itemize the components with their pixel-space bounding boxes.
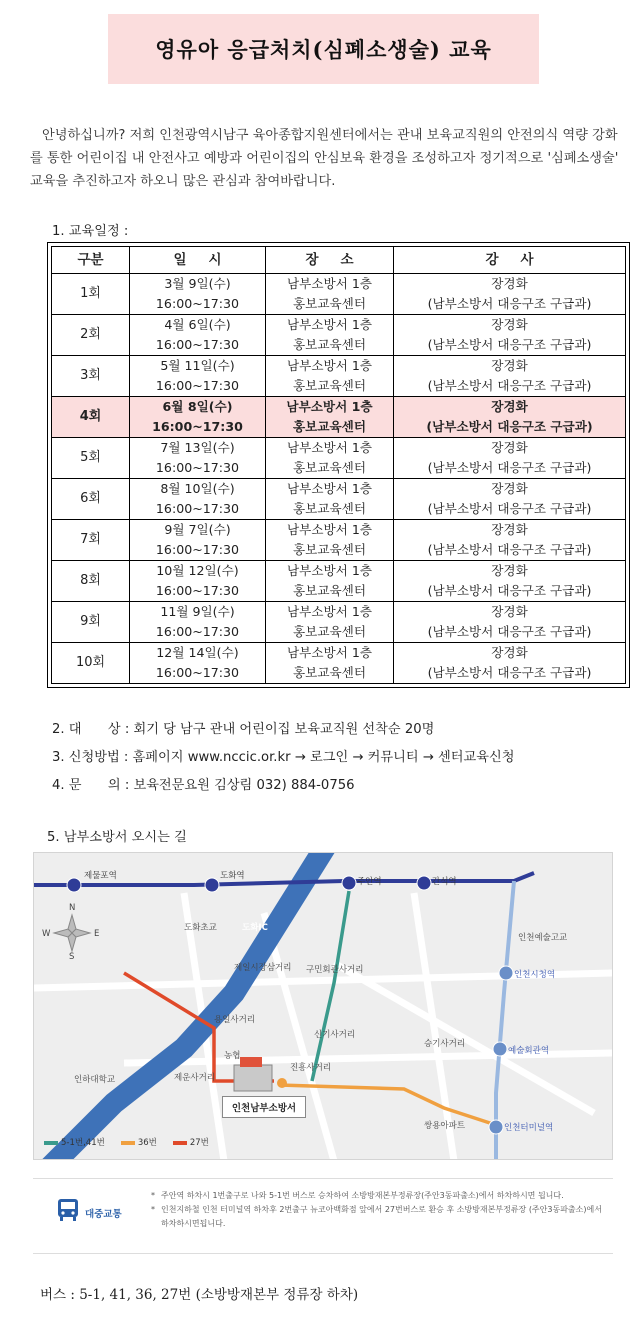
- instructor-cell-text: 장경화: [491, 522, 528, 537]
- instructor-cell: [394, 520, 626, 561]
- legend-item: 5-1번,41번: [44, 1136, 105, 1148]
- place-cell-text: 남부소방서 1층: [286, 563, 372, 578]
- station-label: 인천터미널역: [504, 1123, 554, 1133]
- table-row: [52, 356, 626, 397]
- bus-summary: 버스 : 5-1, 41, 36, 27번 (소방방재본부 정류장 하차): [40, 1287, 359, 1303]
- schedule-table-frame: [47, 242, 630, 688]
- instructor-cell-text: (남부소방서 대응구조 구급과): [427, 378, 592, 393]
- instructor-cell-text: 장경화: [491, 358, 528, 373]
- station-label: 간석역: [432, 877, 457, 887]
- apply-info: 3. 신청방법 : 홈페이지 www.nccic.or.kr → 로그인 → 커뮤니티 → 센터교육신청: [52, 750, 515, 765]
- title-banner: [108, 14, 539, 84]
- datetime-cell: [130, 520, 266, 561]
- place-label: 인하대학교: [74, 1075, 116, 1085]
- table-row: [52, 520, 626, 561]
- contact-info: 4. 문 의 : 보육전문요원 김상림 032) 884-0756: [52, 778, 355, 793]
- place-cell: [266, 520, 394, 561]
- table-row: [52, 643, 626, 684]
- instructor-cell-text: (남부소방서 대응구조 구급과): [427, 460, 592, 475]
- page-title: 영유아 응급처치(심폐소생술) 교육: [155, 37, 492, 62]
- datetime-cell-text: 12월 14일(수): [156, 645, 239, 660]
- instructor-cell-text: 장경화: [491, 645, 528, 660]
- datetime-cell: [130, 602, 266, 643]
- datetime-cell-text: 16:00~17:30: [155, 296, 240, 311]
- transport-notes: [151, 1189, 603, 1231]
- map-graphic: [34, 853, 613, 1160]
- place-cell-text: 남부소방서 1층: [286, 276, 372, 291]
- datetime-cell: [130, 561, 266, 602]
- place-cell-text: 홍보교육센터: [293, 296, 366, 311]
- legend-item: 36번: [121, 1136, 157, 1148]
- instructor-cell: [394, 438, 626, 479]
- station-label: 도화역: [220, 871, 245, 881]
- instructor-cell-text: 장경화: [491, 399, 528, 414]
- transport-title: 대중교통: [85, 1209, 122, 1220]
- round-cell-text: 2회: [80, 327, 101, 342]
- place-cell-text: 남부소방서 1층: [286, 399, 373, 414]
- station-label: 제물포역: [84, 871, 117, 881]
- place-cell-text: 홍보교육센터: [293, 501, 366, 516]
- datetime-cell-text: 4월 6일(수): [164, 317, 231, 332]
- datetime-cell-text: 11월 9일(수): [160, 604, 235, 619]
- instructor-cell: [394, 561, 626, 602]
- instructor-cell-text: (남부소방서 대응구조 구급과): [427, 296, 592, 311]
- place-cell-text: 홍보교육센터: [293, 542, 366, 557]
- round-cell: [52, 274, 130, 315]
- round-cell: [52, 479, 130, 520]
- table-row: [52, 397, 626, 438]
- table-row: [52, 479, 626, 520]
- place-label: 구민회관사거리: [306, 965, 364, 975]
- datetime-cell-text: 3월 9일(수): [164, 276, 231, 291]
- place-cell-text: 남부소방서 1층: [286, 481, 372, 496]
- place-cell-text: 남부소방서 1층: [286, 317, 372, 332]
- place-label: 제운사거리: [174, 1073, 216, 1083]
- round-cell-text: 8회: [80, 573, 101, 588]
- table-header-row: [52, 247, 626, 274]
- place-cell: [266, 315, 394, 356]
- header-place: 장소: [266, 247, 394, 274]
- datetime-cell-text: 16:00~17:30: [155, 624, 240, 639]
- round-cell-text: 6회: [80, 491, 101, 506]
- table-row: [52, 602, 626, 643]
- place-label: 신기사거리: [314, 1030, 356, 1040]
- place-cell: [266, 438, 394, 479]
- place-cell-text: 남부소방서 1층: [286, 440, 372, 455]
- instructor-cell-text: 장경화: [491, 481, 528, 496]
- destination-label: 인천남부소방서: [222, 1096, 306, 1118]
- instructor-cell-text: (남부소방서 대응구조 구급과): [427, 624, 592, 639]
- place-label: 도화IC: [242, 923, 268, 933]
- place-cell: [266, 274, 394, 315]
- directions-map: [33, 852, 613, 1160]
- instructor-cell-text: (남부소방서 대응구조 구급과): [427, 665, 592, 680]
- intro-paragraph: 안녕하십니까? 저희 인천광역시남구 육아종합지원센터에서는 관내 보육교직원의 안전의식 역량 강화를 통한 어린이집 내 안전사고 예방과 어린이집의 안심보육 환경을 조성하고자 정기적으로 '심폐소생술' 교육을 추진하고자 하오니 많은 관심과 참여바랍니다.: [30, 128, 619, 189]
- instructor-cell: [394, 356, 626, 397]
- datetime-cell-text: 10월 12일(수): [156, 563, 239, 578]
- place-cell: [266, 356, 394, 397]
- instructor-cell: [394, 397, 626, 438]
- round-cell: [52, 561, 130, 602]
- schedule-table: [51, 246, 626, 684]
- datetime-cell-text: 16:00~17:30: [155, 665, 240, 680]
- round-cell: [52, 438, 130, 479]
- table-row: [52, 438, 626, 479]
- round-cell-text: 1회: [80, 286, 101, 301]
- round-cell-text: 4회: [79, 409, 102, 424]
- datetime-cell: [130, 274, 266, 315]
- datetime-cell-text: 16:00~17:30: [155, 378, 240, 393]
- place-cell-text: 남부소방서 1층: [286, 358, 372, 373]
- datetime-cell: [130, 479, 266, 520]
- round-cell: [52, 602, 130, 643]
- place-cell: [266, 602, 394, 643]
- legend-item: 27번: [173, 1136, 209, 1148]
- header-round: 구분: [52, 247, 130, 274]
- instructor-cell-text: 장경화: [491, 440, 528, 455]
- place-cell: [266, 397, 394, 438]
- place-label: 진흥사거리: [290, 1063, 332, 1073]
- transport-note: * 주안역 하차시 1번출구로 나와 5-1번 버스로 승차하여 소방방재본부정류장(주안3동파출소)에서 하차하시면 됩니다.: [151, 1189, 603, 1203]
- table-row: [52, 274, 626, 315]
- transport-note: * 인천지하철 인천 터미널역 하차후 2번출구 뉴코아백화점 앞에서 27번버스로 환승 후 소방방재본부정류장 (주안3동파출소)에서 하차하시면됩니다.: [151, 1203, 603, 1231]
- datetime-cell-text: 6월 8일(수): [162, 399, 233, 414]
- round-cell-text: 10회: [75, 655, 106, 670]
- place-label: 인천예술고교: [518, 933, 568, 943]
- instructor-cell-text: (남부소방서 대응구조 구급과): [426, 419, 593, 434]
- table-row: [52, 315, 626, 356]
- compass-s: S: [69, 952, 75, 962]
- place-cell: [266, 479, 394, 520]
- place-cell-text: 남부소방서 1층: [286, 604, 372, 619]
- legend-swatch: [44, 1141, 58, 1145]
- instructor-cell: [394, 274, 626, 315]
- place-cell: [266, 561, 394, 602]
- place-cell: [266, 643, 394, 684]
- place-label: 농협: [224, 1051, 241, 1061]
- instructor-cell: [394, 479, 626, 520]
- round-cell: [52, 356, 130, 397]
- datetime-cell-text: 16:00~17:30: [155, 583, 240, 598]
- datetime-cell-text: 16:00~17:30: [152, 419, 243, 434]
- public-transport-box: [33, 1178, 613, 1254]
- bus-icon: [55, 1197, 81, 1223]
- datetime-cell-text: 16:00~17:30: [155, 542, 240, 557]
- target-info: 2. 대 상 : 회기 당 남구 관내 어린이집 보육교직원 선착순 20명: [52, 722, 435, 737]
- place-label: 승기사거리: [424, 1039, 466, 1049]
- datetime-cell: [130, 397, 266, 438]
- instructor-cell-text: (남부소방서 대응구조 구급과): [427, 501, 592, 516]
- legend-swatch: [173, 1141, 187, 1145]
- place-cell-text: 홍보교육센터: [293, 460, 366, 475]
- compass-n: N: [69, 903, 76, 913]
- round-cell-text: 3회: [80, 368, 101, 383]
- station-label: 예술회관역: [508, 1046, 550, 1056]
- place-cell-text: 홍보교육센터: [293, 378, 366, 393]
- instructor-cell-text: (남부소방서 대응구조 구급과): [427, 337, 592, 352]
- round-cell: [52, 643, 130, 684]
- place-label: 용일사거리: [214, 1015, 256, 1025]
- compass-e: E: [94, 929, 100, 939]
- datetime-cell-text: 5월 11일(수): [160, 358, 235, 373]
- instructor-cell-text: 장경화: [491, 563, 528, 578]
- place-cell-text: 홍보교육센터: [293, 583, 366, 598]
- datetime-cell-text: 16:00~17:30: [155, 337, 240, 352]
- place-label: 도화초교: [184, 923, 217, 933]
- compass-w: W: [42, 929, 51, 939]
- datetime-cell: [130, 315, 266, 356]
- table-row: [52, 561, 626, 602]
- map-legend: [44, 1136, 209, 1148]
- place-cell-text: 남부소방서 1층: [286, 522, 372, 537]
- schedule-heading: 1. 교육일정 :: [52, 224, 129, 239]
- datetime-cell: [130, 356, 266, 397]
- place-label: 쌍용아파트: [424, 1121, 466, 1131]
- round-cell-text: 7회: [80, 532, 101, 547]
- round-cell: [52, 397, 130, 438]
- datetime-cell-text: 7월 13일(수): [160, 440, 235, 455]
- datetime-cell-text: 16:00~17:30: [155, 460, 240, 475]
- round-cell: [52, 520, 130, 561]
- place-cell-text: 홍보교육센터: [293, 337, 366, 352]
- instructor-cell-text: (남부소방서 대응구조 구급과): [427, 583, 592, 598]
- instructor-cell: [394, 643, 626, 684]
- place-cell-text: 남부소방서 1층: [286, 645, 372, 660]
- place-label: 제일시장삼거리: [234, 963, 292, 973]
- round-cell: [52, 315, 130, 356]
- header-datetime: 일시: [130, 247, 266, 274]
- instructor-cell: [394, 315, 626, 356]
- instructor-cell: [394, 602, 626, 643]
- legend-swatch: [121, 1141, 135, 1145]
- datetime-cell-text: 16:00~17:30: [155, 501, 240, 516]
- header-instructor: 강사: [394, 247, 626, 274]
- station-label: 인천시청역: [514, 970, 556, 980]
- instructor-cell-text: (남부소방서 대응구조 구급과): [427, 542, 592, 557]
- station-label: 주안역: [357, 877, 382, 887]
- directions-heading: 5. 남부소방서 오시는 길: [47, 830, 187, 845]
- instructor-cell-text: 장경화: [491, 317, 528, 332]
- round-cell-text: 9회: [80, 614, 101, 629]
- datetime-cell-text: 9월 7일(수): [164, 522, 231, 537]
- datetime-cell: [130, 438, 266, 479]
- datetime-cell: [130, 643, 266, 684]
- datetime-cell-text: 8월 10일(수): [160, 481, 235, 496]
- round-cell-text: 5회: [80, 450, 101, 465]
- place-cell-text: 홍보교육센터: [293, 624, 366, 639]
- instructor-cell-text: 장경화: [491, 604, 528, 619]
- place-cell-text: 홍보교육센터: [293, 665, 366, 680]
- instructor-cell-text: 장경화: [491, 276, 528, 291]
- place-cell-text: 홍보교육센터: [293, 419, 366, 434]
